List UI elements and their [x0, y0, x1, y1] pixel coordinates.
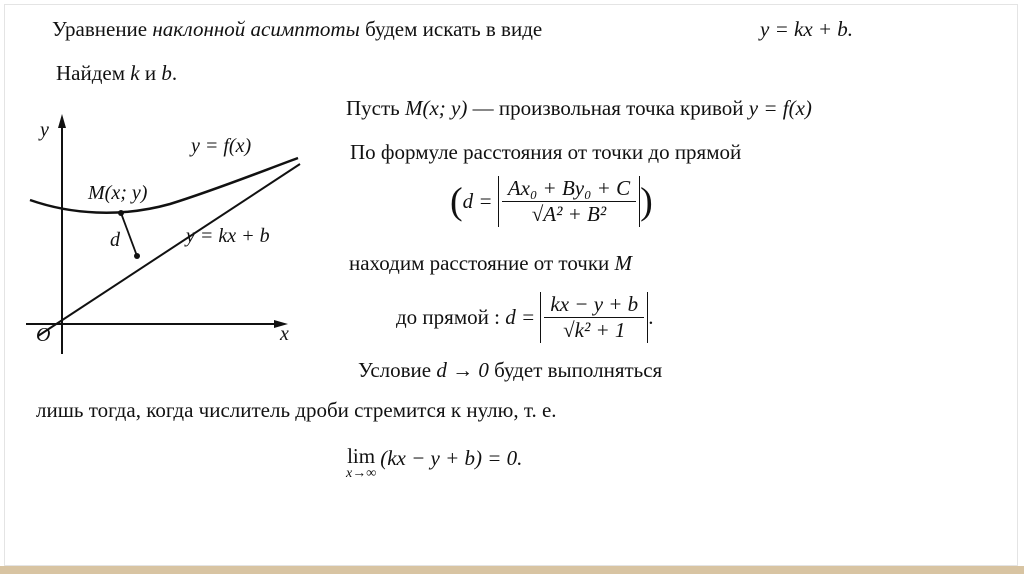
curve-formula: y = f(x) — [748, 96, 812, 120]
formula1-denominator: √A² + B² — [531, 202, 607, 226]
curve-label: y = f(x) — [191, 135, 252, 157]
asymptote-equation: y = kx + b. — [760, 17, 854, 41]
point-label: M(x; y) — [88, 182, 148, 204]
condition-text-after: будет выполняться — [488, 358, 663, 382]
arbitrary-point-line — [346, 96, 812, 121]
var-b: b — [161, 61, 172, 85]
condition-line — [358, 358, 662, 383]
arbitrary-point-text: — произвольная точка кривой — [467, 96, 749, 120]
var-k: k — [130, 61, 140, 85]
distance-segment — [121, 213, 137, 256]
limit-formula — [346, 446, 522, 481]
lim-subscript: x→∞ — [346, 466, 377, 481]
line-label: y = kx + b — [186, 225, 270, 247]
intro-line — [52, 17, 542, 42]
find-distance-text: находим расстояние от точки — [349, 251, 615, 275]
distance-denominator: √k² + 1 — [563, 318, 626, 342]
find-distance-line — [349, 251, 632, 276]
y-axis-arrow — [58, 114, 66, 128]
point-m-ref: M — [614, 251, 633, 275]
foot-point — [134, 253, 140, 259]
distance-formula-caption: По формуле расстояния от точки до прямой — [350, 140, 742, 164]
y-axis-label: y — [40, 119, 49, 141]
condition-text: Условие — [358, 358, 437, 382]
formula2-end: . — [648, 305, 654, 329]
formula1-lhs: d = — [462, 189, 498, 213]
origin-label: O — [36, 324, 51, 346]
intro-term: наклонной асимптоты — [152, 17, 360, 41]
distance-to-line — [396, 292, 653, 343]
to-line-text: до прямой : — [396, 305, 506, 329]
curve — [30, 158, 298, 213]
point-m — [118, 210, 124, 216]
find-dot: . — [171, 61, 178, 85]
point-line-distance-formula — [450, 176, 653, 227]
let-text: Пусть — [346, 96, 405, 120]
formula2-lhs: d = — [505, 305, 541, 329]
numerator-condition-line: лишь тогда, когда числитель дроби стремится к нулю, т. е. — [36, 398, 557, 422]
asymptote-line — [38, 164, 300, 336]
bottom-accent-bar — [0, 566, 1024, 574]
open-paren: ( — [450, 180, 463, 223]
find-and: и — [139, 61, 162, 85]
limit-body: (kx − y + b) = 0. — [380, 446, 523, 470]
intro-text: Уравнение — [52, 17, 153, 41]
distance-label: d — [110, 229, 120, 251]
formula1-numerator: Ax₀ + By₀ + C — [502, 176, 636, 202]
close-paren: ) — [640, 180, 653, 223]
x-axis-label: x — [280, 323, 289, 345]
find-k-b-line — [56, 61, 177, 86]
point-m-label: M(x; y) — [405, 96, 468, 120]
intro-text-after: будем искать в виде — [359, 17, 543, 41]
find-text: Найдем — [56, 61, 131, 85]
lim-operator: lim — [347, 444, 376, 468]
distance-numerator: kx − y + b — [544, 292, 644, 318]
d-to-zero: d → 0 — [436, 358, 489, 382]
